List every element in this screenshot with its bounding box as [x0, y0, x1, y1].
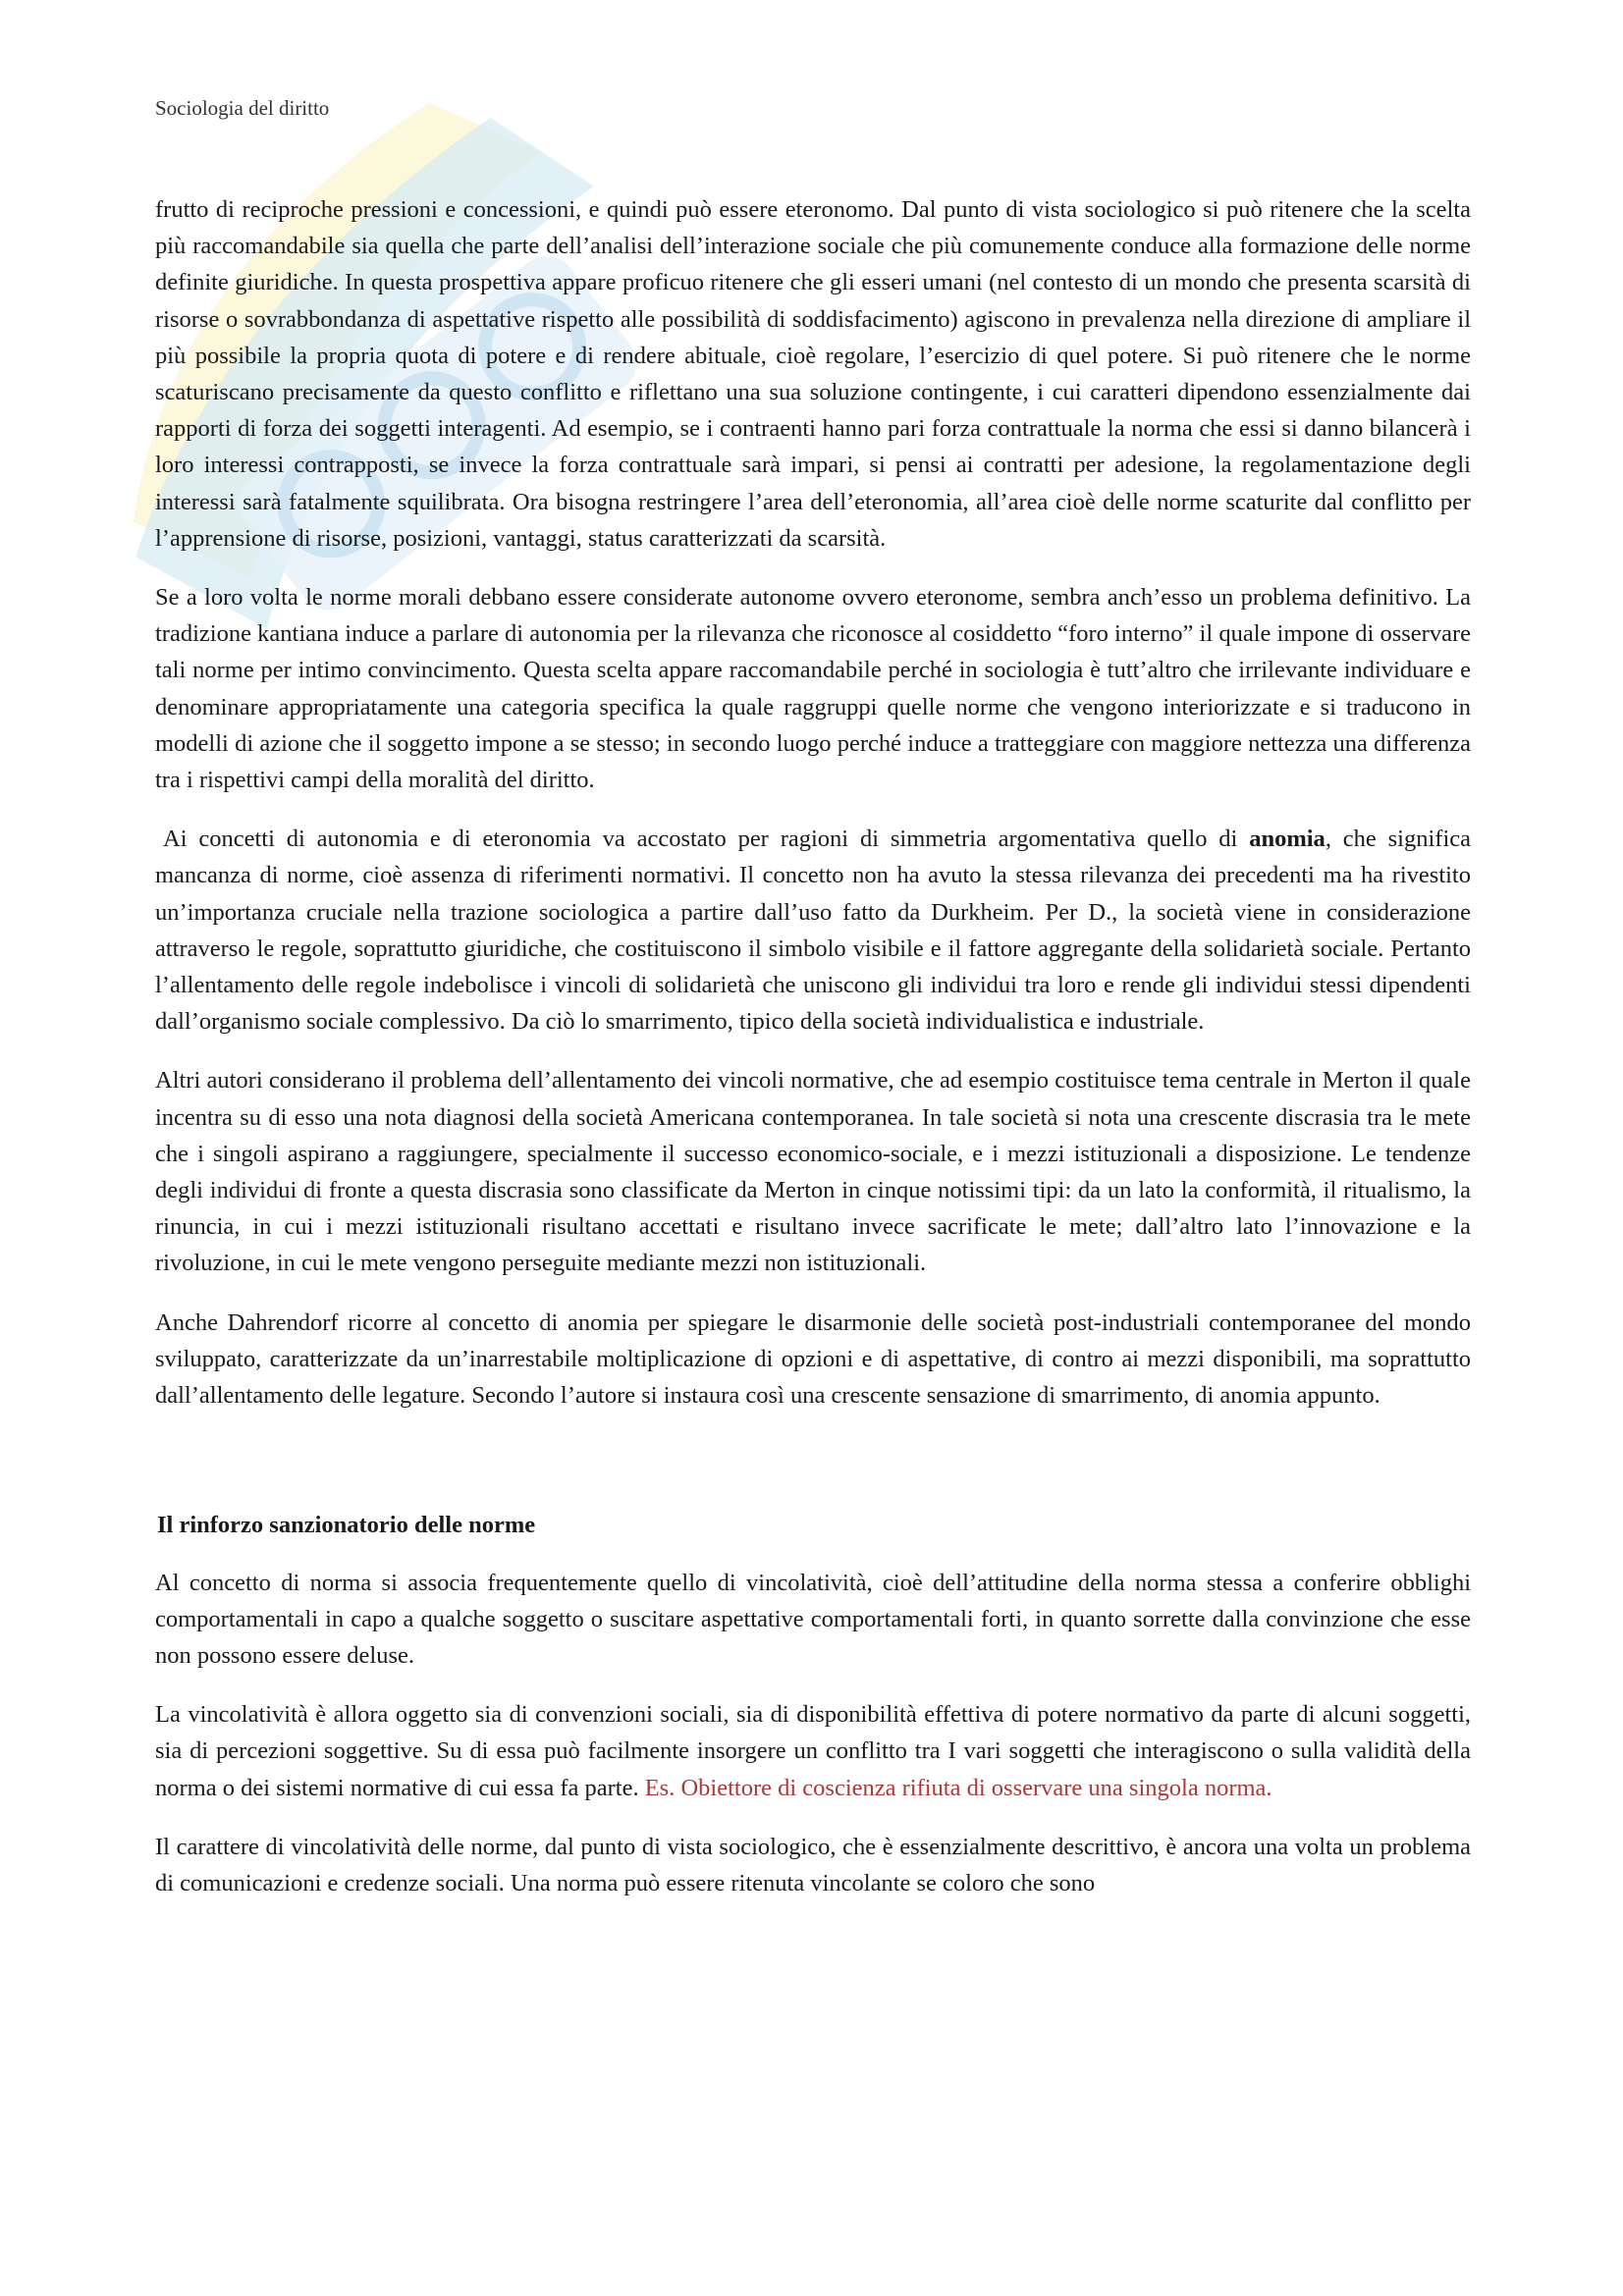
paragraph-3: [155, 821, 1471, 1040]
paragraph-3-before: Ai concetti di autonomia e di eteronomia va accostato per ragioni di simmetria argomentativa quello di: [163, 826, 1250, 853]
paragraph-3-after: , che significa mancanza di norme, cioè assenza di riferimenti normativi. Il concetto non ha avuto la stessa rilevanza dei precedenti ma ha rivestito un’importanza cruciale nella trazione sociologica a partire dall’uso fatto da Durkheim. Per D., la società viene in considerazione attraverso le regole, soprattutto giuridiche, che costituiscono il simbolo visibile e il fattore aggregante della solidarietà sociale. Pertanto l’allentamento delle regole indebolisce i vincoli di solidarietà che uniscono gli individui tra loro e rende gli individui stessi dipendenti dall’organismo sociale complessivo. Da ciò lo smarrimento, tipico della società individualistica e industriale.: [155, 826, 1471, 1036]
section-paragraph-3: Il carattere di vincolatività delle norme, dal punto di vista sociologico, che è essenzialmente descrittivo, è ancora una volta un problema di comunicazioni e credenze sociali. Una norma può essere ritenuta vincolante se coloro che sono: [155, 1833, 1471, 1896]
document-body: [155, 191, 1471, 1924]
section-paragraph-2: [155, 1696, 1471, 1806]
paragraph-4: Altri autori considerano il problema dell’allentamento dei vincoli normative, che ad esempio costituisce tema centrale in Merton il quale incentra su di esso una nota diagnosi della società Americana contemporanea. In tale società si nota una crescente discrasia tra le mete che i singoli aspirano a raggiungere, specialmente il successo economico-sociale, e i mezzi istituzionali a disposizione. Le tendenze degli individui di fronte a questa discrasia sono classificate da Merton in cinque notissimi tipi: da un lato la conformità, il ritualismo, la rinuncia, in cui i mezzi istituzionali risultano accettati e risultano invece sacrificate le mete; dall’altro lato l’innovazione e la rivoluzione, in cui le mete vengono perseguite mediante mezzi non istituzionali.: [155, 1067, 1471, 1277]
anomia-term: anomia: [1249, 826, 1325, 853]
section-heading: Il rinforzo sanzionatorio delle norme: [157, 1512, 536, 1539]
paragraph-5: Anche Dahrendorf ricorre al concetto di anomia per spiegare le disarmonie delle società post-industriali contemporanee del mondo sviluppato, caratterizzate da un’inarrestabile moltiplicazione di opzioni e di aspettative, di contro ai mezzi disponibili, ma soprattutto dall’allentamento delle legature. Secondo l’autore si instaura così una crescente sensazione di smarrimento, di anomia appunto.: [155, 1308, 1471, 1410]
paragraph-1: frutto di reciproche pressioni e concessioni, e quindi può essere eteronomo. Dal punto di vista sociologico si può ritenere che la scelta più raccomandabile sia quella che parte dell’analisi dell’interazione sociale che più comunemente conduce alla formazione delle norme definite giuridiche. In questa prospettiva appare proficuo ritenere che gli esseri umani (nel contesto di un mondo che presenta scarsità di risorse o sovrabbondanza di aspettative rispetto alle possibilità di soddisfacimento) agiscono in prevalenza nella direzione di ampliare il più possibile la propria quota di potere e di rendere abituale, cioè regolare, l’esercizio di quel potere. Si può ritenere che le norme scaturiscano precisamente da questo conflitto e riflettano una sua soluzione contingente, i cui caratteri dipendono essenzialmente dai rapporti di forza dei soggetti interagenti. Ad esempio, se i contraenti hanno pari forza contrattuale la norma che essi si danno bilancerà i loro interessi contrapposti, se invece la forza contrattuale sarà impari, si pensi ai contratti per adesione, la regolamentazione degli interessi sarà fatalmente squilibrata. Ora bisogna restringere l’area dell’eteronomia, all’area cioè delle norme scaturite dal conflitto per l’apprensione di risorse, posizioni, vantaggi, status caratterizzati da scarsità.: [155, 196, 1471, 552]
running-header: Sociologia del diritto: [155, 96, 330, 120]
paragraph-2: Se a loro volta le norme morali debbano essere considerate autonome ovvero eteronome, sembra anch’esso un problema definitivo. La tradizione kantiana induce a parlare di autonomia per la rilevanza che riconosce al cosiddetto “foro interno” il quale impone di osservare tali norme per intimo convincimento. Questa scelta appare raccomandabile perché in sociologia è tutt’altro che irrilevante individuare e denominare appropriatamente una categoria specifica la quale raggruppi quelle norme che vengono interiorizzate e si traducono in modelli di azione che il soggetto impone a se stesso; in secondo luogo perché induce a tratteggiare con maggiore nettezza una differenza tra i rispettivi campi della moralità del diritto.: [155, 584, 1471, 794]
section-paragraph-1: Al concetto di norma si associa frequentemente quello di vincolatività, cioè dell’attitudine della norma stessa a conferire obblighi comportamentali in capo a qualche soggetto o suscitare aspettative comportamentali forti, in quanto sorrette dalla convinzione che esse non possono essere deluse.: [155, 1569, 1471, 1669]
example-note: Es. Obiettore di coscienza rifiuta di osservare una singola norma.: [644, 1774, 1272, 1801]
section-paragraph-2-text: La vincolatività è allora oggetto sia di convenzioni sociali, sia di disponibilità effettiva di potere normativo da parte di alcuni soggetti, sia di percezioni soggettive. Su di essa può facilmente insorgere un conflitto tra I vari soggetti che interagiscono o sulla validità della norma o dei sistemi normative di cui essa fa parte.: [155, 1701, 1471, 1801]
